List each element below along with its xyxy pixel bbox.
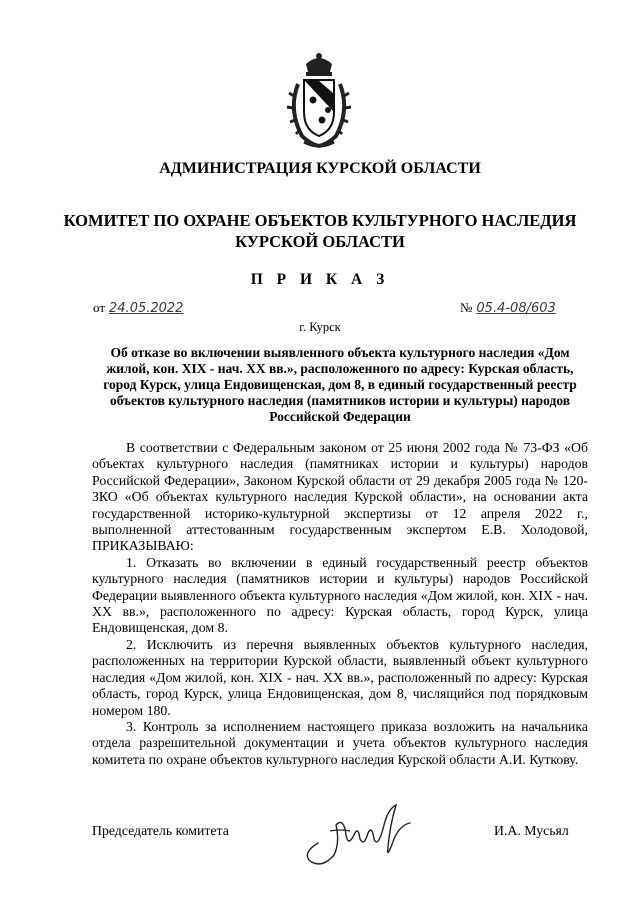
order-item-2: 2. Исключить из перечня выявленных объектов культурного наследия, расположенных на территории Курской области, выявленный объект культурного наследия «Дом жилой, кон. XIX - нач. XX вв.», расположенный по адресу: Курская область, город Курск, улица Ендовищенская, дом 8, числящийся под порядковым номером 180. <box>92 636 588 718</box>
date-prefix: от <box>93 300 106 315</box>
number-prefix: № <box>460 300 473 315</box>
document-type-title: П Р И К А З <box>250 271 390 288</box>
order-number <box>460 300 556 316</box>
signatory-role: Председатель комитета <box>92 823 229 838</box>
kursk-coat-of-arms-icon <box>284 50 354 150</box>
committee-line-1: КОМИТЕТ ПО ОХРАНЕ ОБЪЕКТОВ КУЛЬТУРНОГО НАСЛЕДИЯ <box>63 211 577 230</box>
handwritten-signature <box>300 795 420 870</box>
signatory-name: И.А. Мусьял <box>494 823 569 838</box>
organization-name: АДМИНИСТРАЦИЯ КУРСКОЙ ОБЛАСТИ <box>159 160 481 177</box>
committee-name <box>60 210 580 252</box>
date-value: 24.05.2022 <box>109 301 184 316</box>
preamble-paragraph: В соответствии с Федеральным законом от 25 июня 2002 года № 73-ФЗ «Об объектах культурного наследия (памятниках истории и культуры) народов Российской Федерации», Законом Курской области от 29 декабря 2005 года № 120-ЗКО «Об объектах культурного наследия Курской области», на основании акта государственной историко-культурной экспертизы от 12 апреля 2022 г., выполненной аттестованным государственным экспертом Е.В. Холодовой, ПРИКАЗЫВАЮ: <box>92 440 588 554</box>
order-body <box>92 440 588 768</box>
order-date <box>93 300 183 316</box>
order-item-3: 3. Контроль за исполнением настоящего приказа возложить на начальника отдела разрешительной документации и учета объектов культурного наследия комитета по охране объектов культурного наследия Курской области А.И. Куткову. <box>92 718 588 767</box>
order-subject: Об отказе во включении выявленного объекта культурного наследия «Дом жилой, кон. XIX - нач. XX вв.», расположенного по адресу: Курская область, город Курск, улица Ендовищенская, дом 8, в единый государственный реестр объектов культурного наследия (памятников истории и культуры) народов Российской Федерации <box>103 345 577 424</box>
committee-line-2: КУРСКОЙ ОБЛАСТИ <box>235 232 405 251</box>
number-value: 05.4-08/603 <box>476 301 556 316</box>
order-item-1: 1. Отказать во включении в единый государственный реестр объектов культурного наследия (памятников истории и культуры) народов Российской Федерации выявленного объекта культурного наследия «Дом жилой, кон. XIX - нач. XX вв.», расположенного по адресу: Курская область, город Курск, улица Ендовищенская, дом 8. <box>92 554 588 636</box>
issue-city: г. Курск <box>299 320 341 334</box>
